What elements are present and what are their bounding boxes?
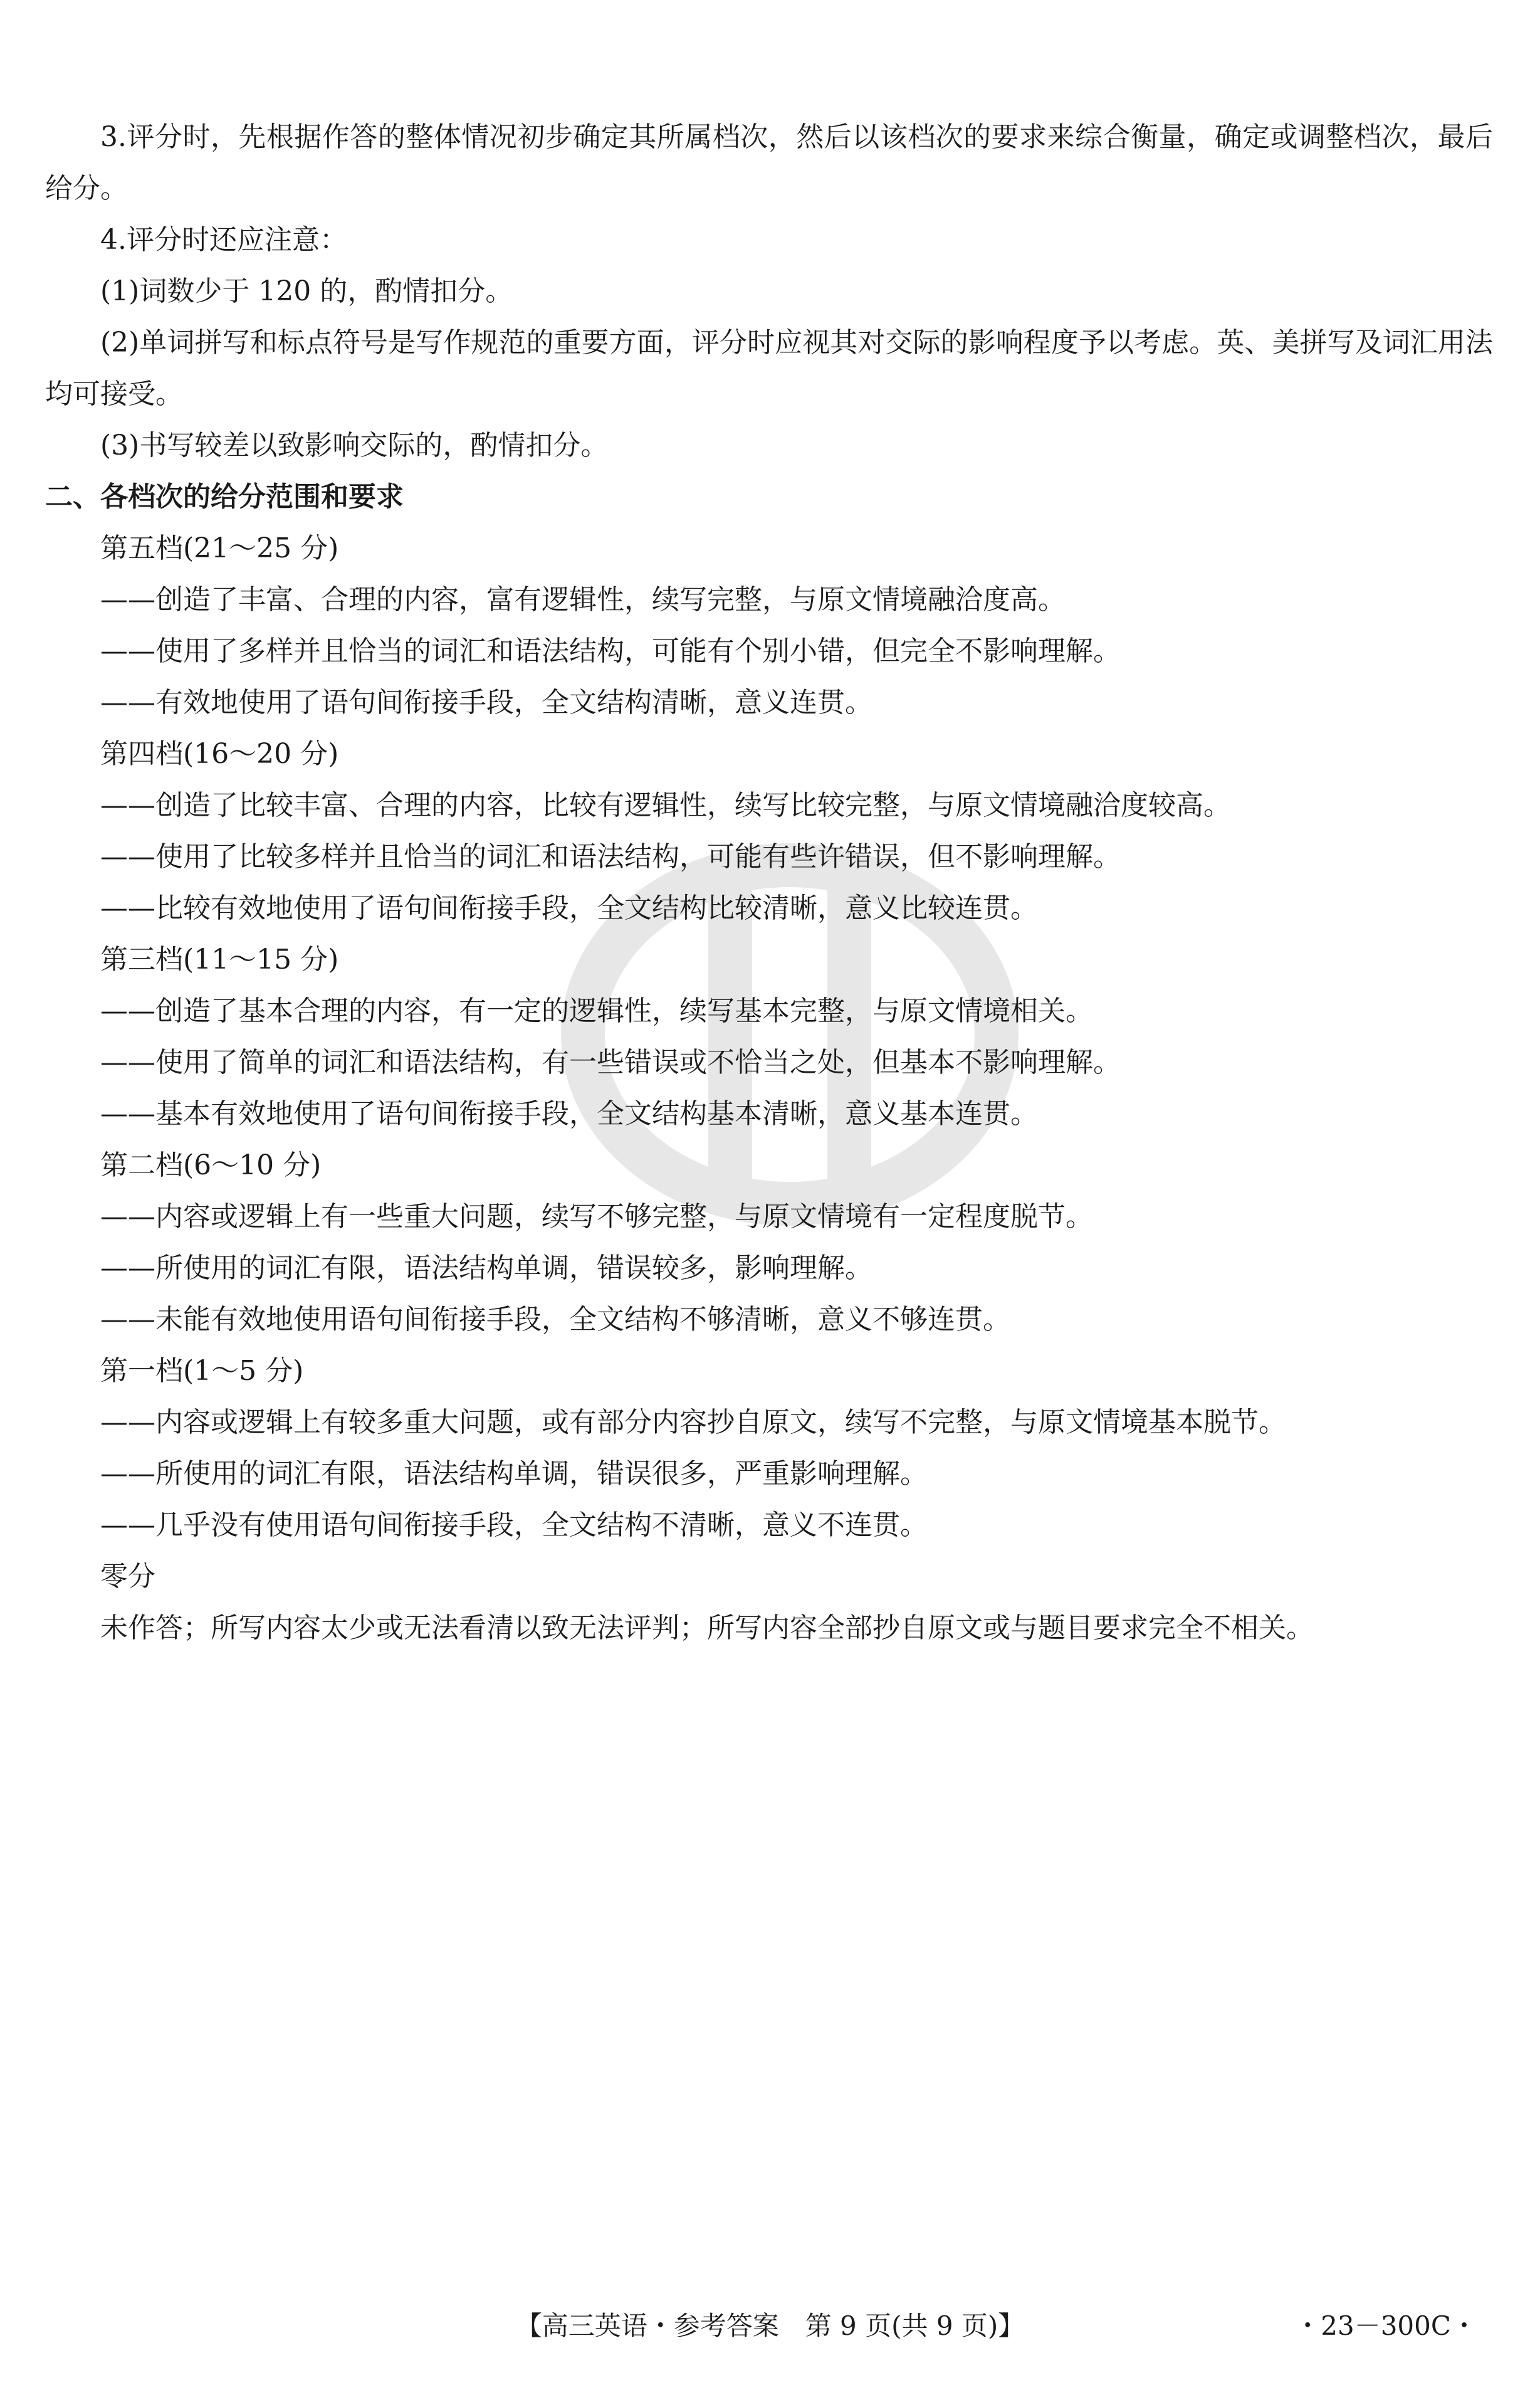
tier-criterion: ——使用了多样并且恰当的词汇和语法结构，可能有个别小错，但完全不影响理解。 <box>100 635 1121 667</box>
tier-criterion: ——几乎没有使用语句间衔接手段，全文结构不清晰，意义不连贯。 <box>100 1509 928 1541</box>
tier-title: 第五档(21～25 分) <box>100 532 339 564</box>
note-item-4: 4.评分时还应注意： <box>100 224 347 256</box>
tier-title: 第一档(1～5 分) <box>100 1355 304 1387</box>
tier-5 <box>45 523 1493 729</box>
tier-criterion: ——基本有效地使用了语句间衔接手段，全文结构基本清晰，意义基本连贯。 <box>100 1098 1038 1130</box>
tier-title: 零分 <box>100 1561 155 1593</box>
tier-criterion: ——创造了丰富、合理的内容，富有逻辑性，续写完整，与原文情境融洽度高。 <box>100 584 1066 616</box>
tier-4 <box>45 729 1493 934</box>
tier-1 <box>45 1345 1493 1551</box>
footer-page-label: 【高三英语・参考答案 第 9 页(共 9 页)】 <box>515 2310 1025 2341</box>
footer-code: ・23－300C・ <box>1294 2310 1477 2341</box>
note-sub-1: (1)词数少于 120 的，酌情扣分。 <box>100 275 513 307</box>
tier-criterion: 未作答；所写内容太少或无法看清以致无法评判；所写内容全部抄自原文或与题目要求完全不相关。 <box>100 1612 1314 1644</box>
tier-criterion: ——使用了简单的词汇和语法结构，有一些错误或不恰当之处，但基本不影响理解。 <box>100 1046 1121 1078</box>
tier-3 <box>45 934 1493 1140</box>
tier-title: 第二档(6～10 分) <box>100 1149 322 1181</box>
tier-title: 第四档(16～20 分) <box>100 738 339 770</box>
tier-criterion: ——比较有效地使用了语句间衔接手段，全文结构比较清晰，意义比较连贯。 <box>100 892 1038 924</box>
tier-criterion: ——未能有效地使用语句间衔接手段，全文结构不够清晰，意义不够连贯。 <box>100 1303 1010 1335</box>
tier-criterion: ——有效地使用了语句间衔接手段，全文结构清晰，意义连贯。 <box>100 687 872 719</box>
tier-criterion: ——所使用的词汇有限，语法结构单调，错误很多，严重影响理解。 <box>100 1458 928 1490</box>
tier-criterion: ——创造了比较丰富、合理的内容，比较有逻辑性，续写比较完整，与原文情境融洽度较高。 <box>100 789 1231 821</box>
tier-criterion: ——内容或逻辑上有较多重大问题，或有部分内容抄自原文，续写不完整，与原文情境基本脱节。 <box>100 1406 1286 1438</box>
note-sub-3: (3)书写较差以致影响交际的，酌情扣分。 <box>100 429 609 461</box>
tier-criterion: ——创造了基本合理的内容，有一定的逻辑性，续写基本完整，与原文情境相关。 <box>100 995 1093 1027</box>
tier-title: 第三档(11～15 分) <box>100 944 339 976</box>
note-sub-2: (2)单词拼写和标点符号是写作规范的重要方面，评分时应视其对交际的影响程度予以考虑。英、美拼写及词汇用法均可接受。 <box>45 327 1493 410</box>
tier-zero <box>45 1551 1493 1654</box>
tier-criterion: ——使用了比较多样并且恰当的词汇和语法结构，可能有些许错误，但不影响理解。 <box>100 841 1121 873</box>
note-item-3: 3.评分时，先根据作答的整体情况初步确定其所属档次，然后以该档次的要求来综合衡量，确定或调整档次，最后给分。 <box>45 121 1493 204</box>
page-footer <box>0 2305 1540 2349</box>
tier-2 <box>45 1140 1493 1345</box>
tier-criterion: ——内容或逻辑上有一些重大问题，续写不够完整，与原文情境有一定程度脱节。 <box>100 1201 1093 1233</box>
document-body <box>45 112 1493 1654</box>
section-2-heading: 二、各档次的给分范围和要求 <box>45 481 404 513</box>
tier-criterion: ——所使用的词汇有限，语法结构单调，错误较多，影响理解。 <box>100 1252 872 1284</box>
